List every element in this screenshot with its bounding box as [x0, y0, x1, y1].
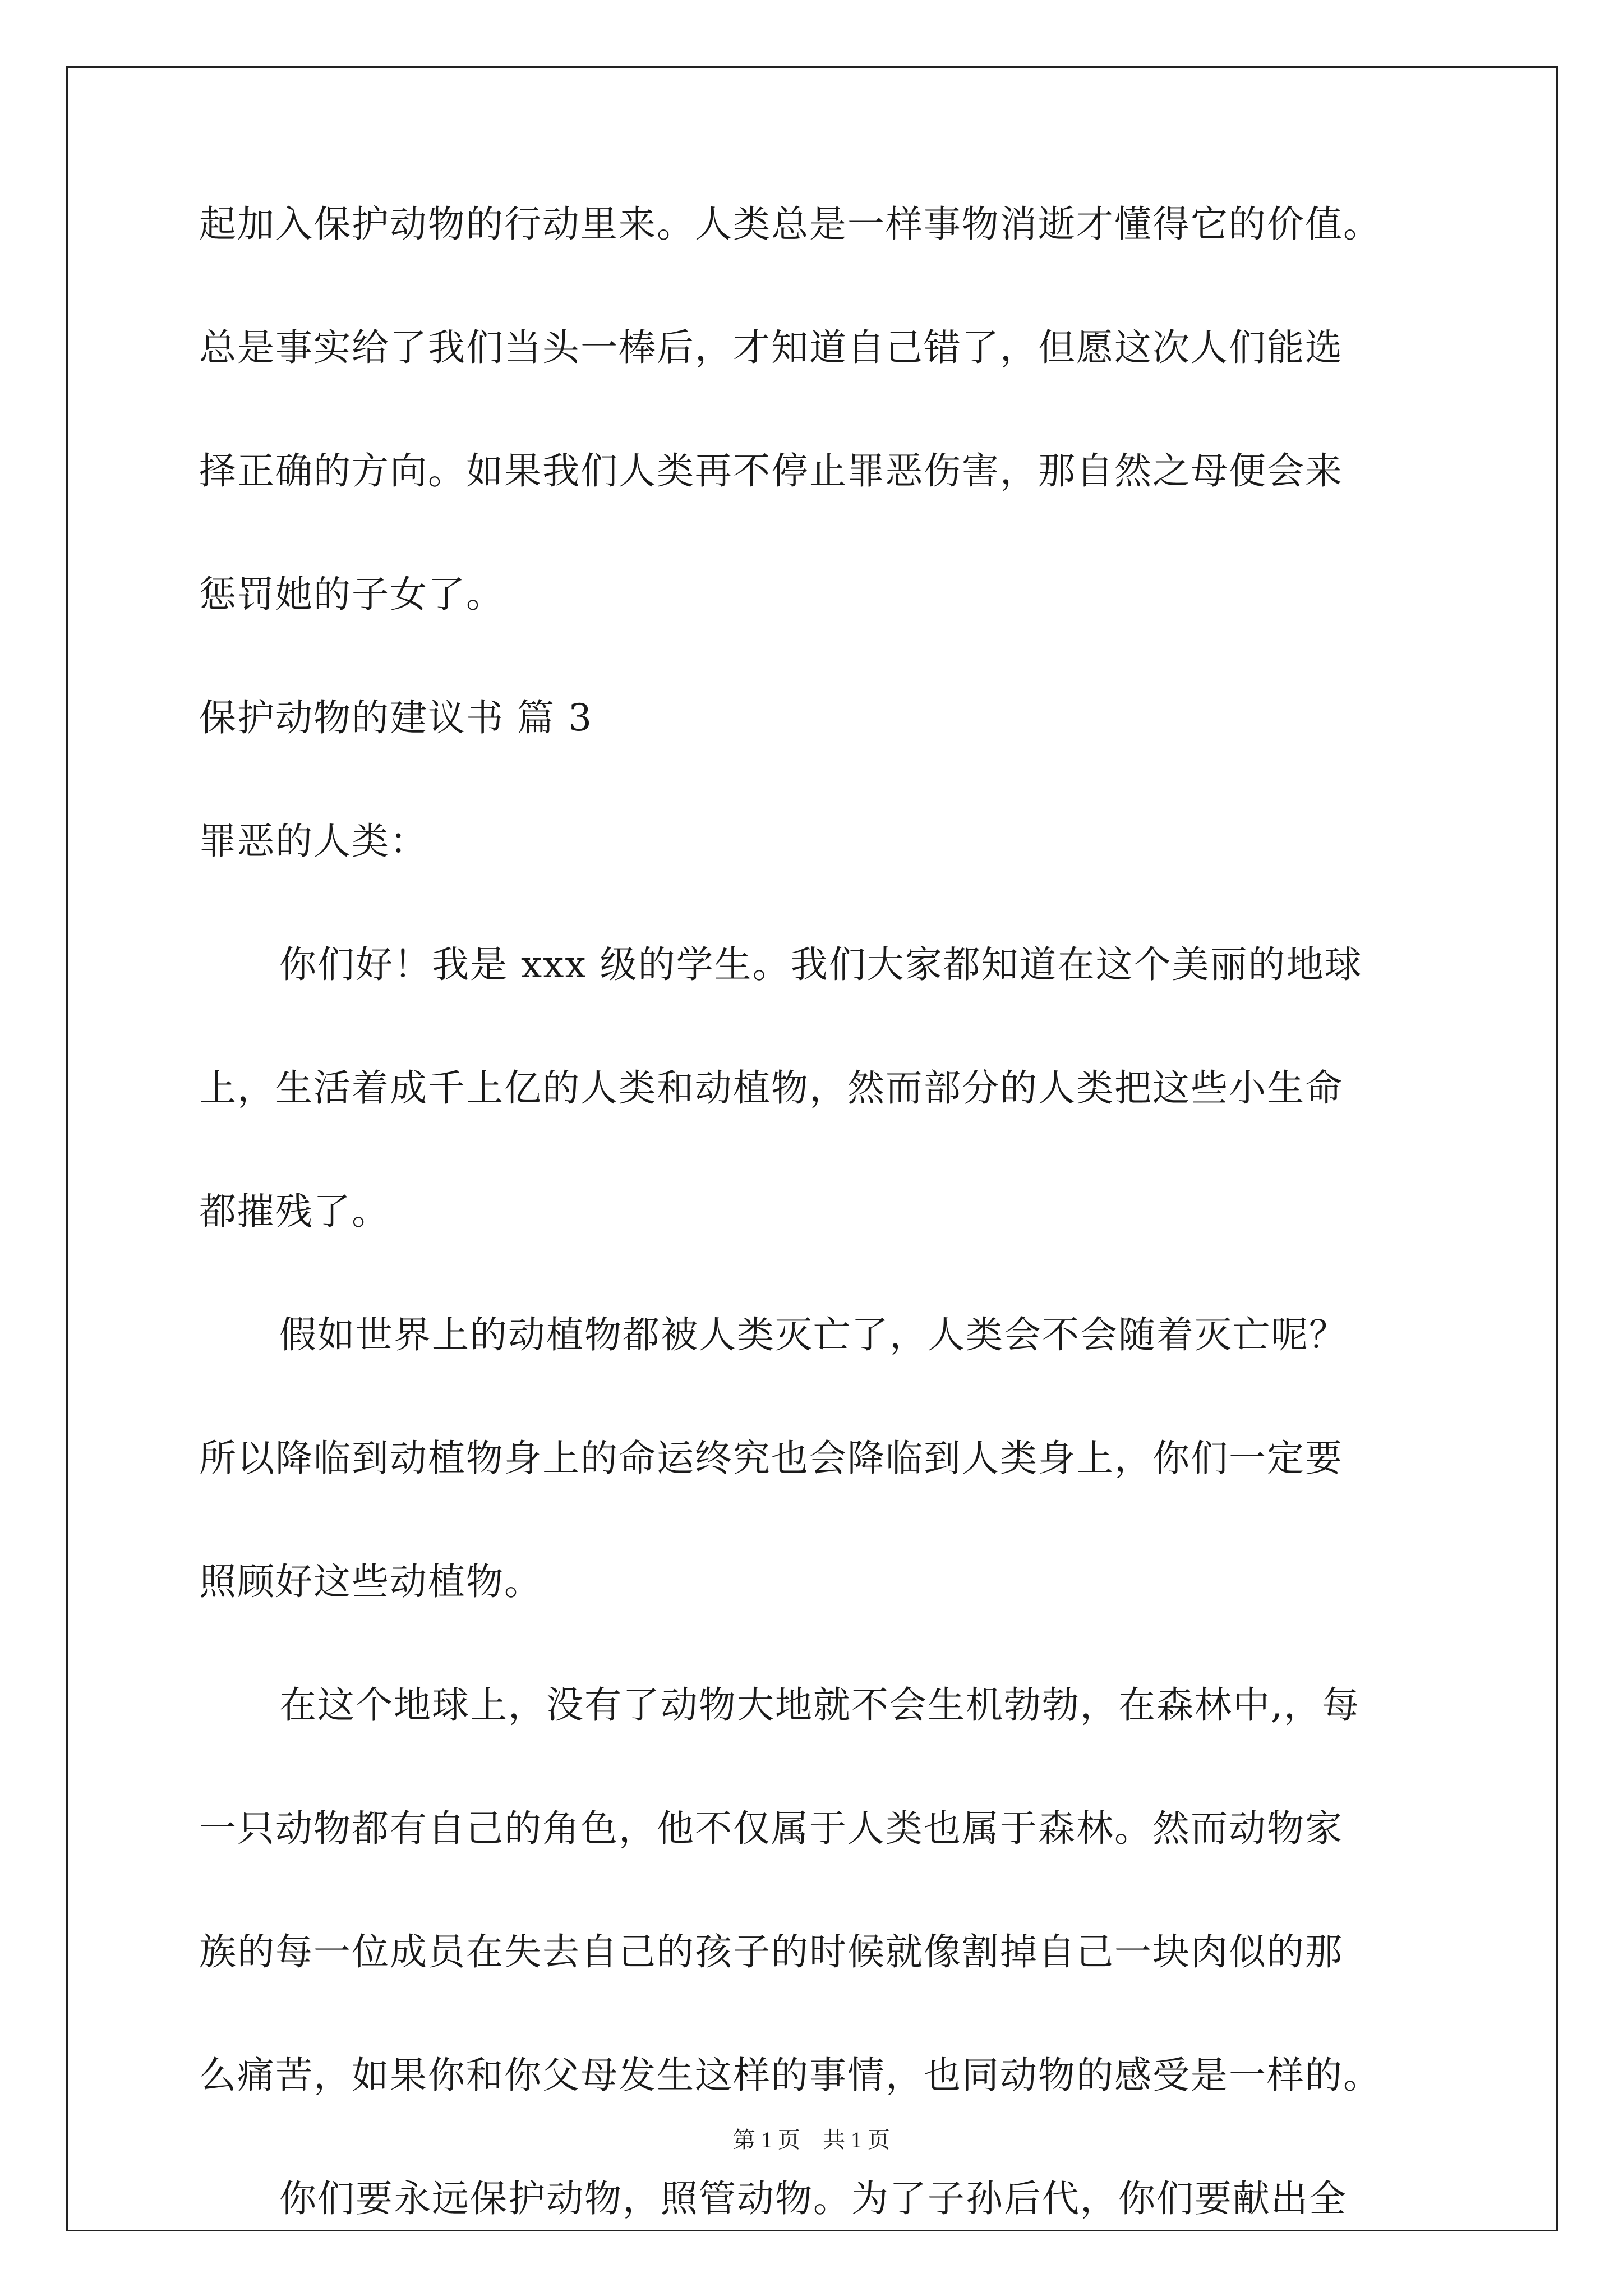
paragraph-line: 惩罚她的子女了。	[199, 573, 504, 616]
paragraph-line: 你们要永远保护动物，照管动物。为了子孙后代，你们要献出全	[279, 2177, 1347, 2220]
paragraph-line: 族的每一位成员在失去自己的孩子的时候就像割掉自己一块肉似的那	[199, 1930, 1343, 1973]
paragraph-line: 你们好！我是 xxx 级的学生。我们大家都知道在这个美丽的地球	[279, 943, 1363, 986]
salutation: 罪恶的人类：	[199, 820, 428, 863]
page-total: 共 1 页	[823, 2127, 890, 2152]
paragraph-line: 在这个地球上，没有了动物大地就不会生机勃勃，在森林中,，每	[279, 1683, 1360, 1727]
section-heading: 保护动物的建议书 篇 3	[199, 696, 593, 739]
paragraph-line: 所以降临到动植物身上的命运终究也会降临到人类身上，你们一定要	[199, 1437, 1343, 1480]
paragraph-line: 一只动物都有自己的角色，他不仅属于人类也属于森林。然而动物家	[199, 1807, 1343, 1850]
paragraph-line: 总是事实给了我们当头一棒后，才知道自己错了，但愿这次人们能选	[199, 326, 1343, 369]
page-border	[66, 66, 1558, 2231]
paragraph-line: 照顾好这些动植物。	[199, 1560, 542, 1603]
page-number: 第 1 页	[733, 2127, 800, 2152]
paragraph-line: 起加入保护动物的行动里来。人类总是一样事物消逝才懂得它的价值。	[199, 203, 1381, 246]
paragraph-line: 假如世界上的动植物都被人类灭亡了，人类会不会随着灭亡呢？	[279, 1313, 1347, 1356]
page-footer	[0, 2126, 1623, 2154]
paragraph-line: 上，生活着成千上亿的人类和动植物，然而部分的人类把这些小生命	[199, 1066, 1343, 1110]
paragraph-line: 都摧残了。	[199, 1190, 390, 1233]
paragraph-line: 择正确的方向。如果我们人类再不停止罪恶伤害，那自然之母便会来	[199, 449, 1343, 493]
paragraph-line: 么痛苦，如果你和你父母发生这样的事情，也同动物的感受是一样的。	[199, 2054, 1381, 2097]
